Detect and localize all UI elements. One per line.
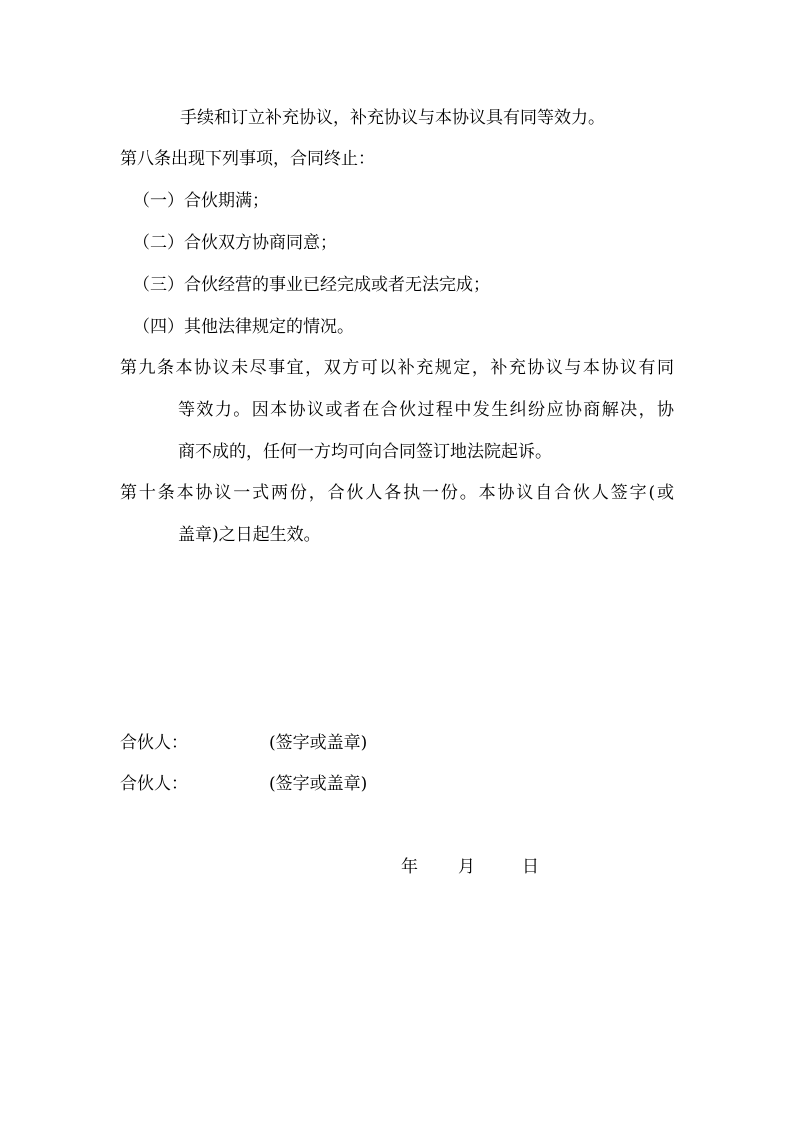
article-10-line-1: 第十条本协议一式两份，合伙人各执一份。本协议自合伙人签字(或 bbox=[120, 483, 674, 503]
article-9-line-3: 商不成的，任何一方均可向合同签订地法院起诉。 bbox=[178, 442, 552, 462]
article-8-heading: 第八条出现下列事项，合同终止： bbox=[120, 149, 375, 169]
date-day: 日 bbox=[522, 857, 539, 877]
continuation-line: 手续和订立补充协议，补充协议与本协议具有同等效力。 bbox=[180, 108, 605, 128]
signature-label-2: 合伙人： bbox=[120, 774, 188, 794]
signature-note-2: (签字或盖章) bbox=[269, 774, 368, 794]
article-9-line-1: 第九条本协议未尽事宜，双方可以补充规定，补充协议与本协议有同 bbox=[120, 358, 674, 378]
date-month: 月 bbox=[458, 857, 475, 877]
date-year: 年 bbox=[401, 857, 418, 877]
signature-note-1: (签字或盖章) bbox=[269, 733, 368, 753]
article-8-item-3: （三）合伙经营的事业已经完成或者无法完成； bbox=[133, 275, 490, 295]
signature-label-1: 合伙人： bbox=[120, 733, 188, 753]
article-9-line-2: 等效力。因本协议或者在合伙过程中发生纠纷应协商解决，协 bbox=[178, 400, 674, 420]
article-8-item-4: （四）其他法律规定的情况。 bbox=[133, 317, 354, 337]
article-8-item-1: （一）合伙期满； bbox=[133, 191, 269, 211]
article-8-item-2: （二）合伙双方协商同意； bbox=[133, 233, 337, 253]
article-10-line-2: 盖章)之日起生效。 bbox=[178, 525, 321, 545]
